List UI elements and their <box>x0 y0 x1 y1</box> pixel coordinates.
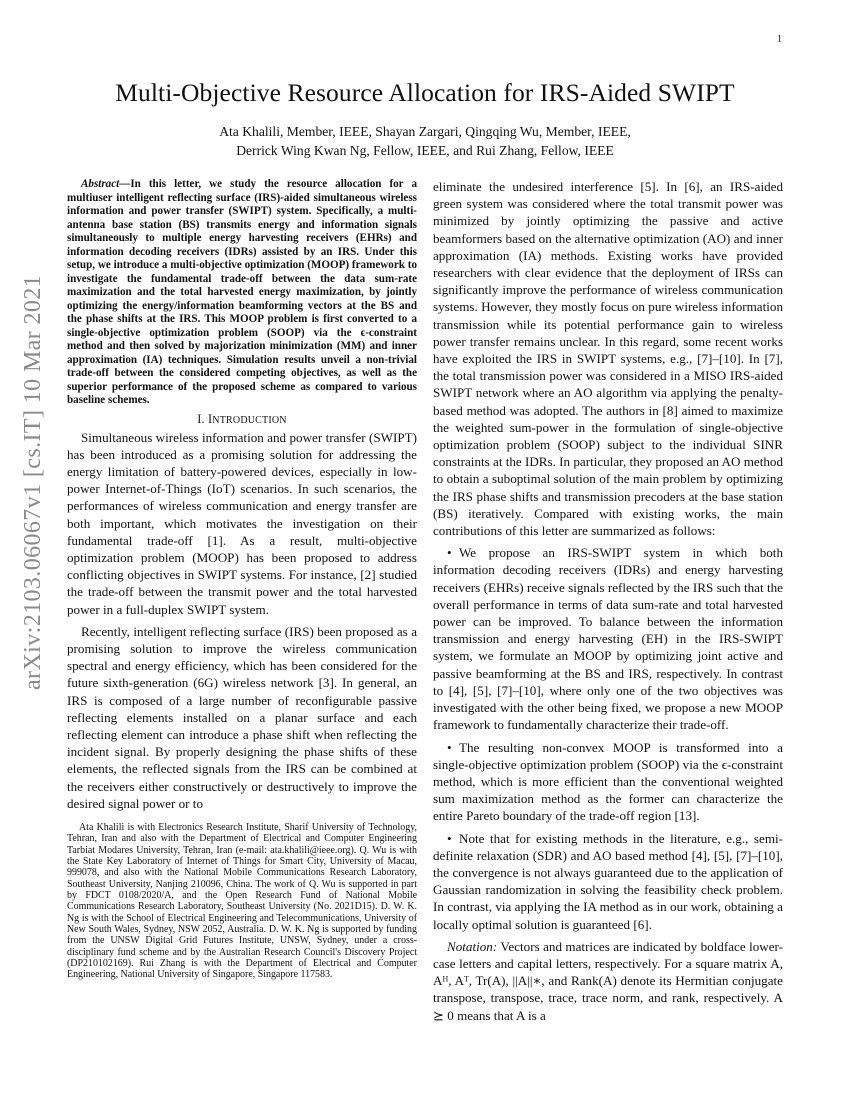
section-title-rest: NTRODUCTION <box>212 414 287 426</box>
intro-paragraph-2: Recently, intelligent reflecting surface (IRS) been proposed as a promising solution to improve the wireless communication spectral and energy efficiency, which has been considered for the future sixth-generation (6G) wireless network [3]. In general, an IRS is composed of a large number of reconfigurable passive reflecting elements installed on a planar surface and each reflecting element can introduce a phase shift when reflecting the incident signal. By properly designing the phase shifts of these elements, the reflected signals from the IRS can be combined at the receivers either constructively or destructively to improve the desired signal power or to <box>67 623 417 811</box>
bullet-icon: • <box>447 739 452 755</box>
contribution-bullet-2: • The resulting non-convex MOOP is transformed into a single-objective optimization problem (SOOP) via the ϵ-constraint method, which is more efficient than the conventional weighted sum maximization method as the former can characterize the entire Pareto boundary of the trade-off region [13]. <box>433 739 783 824</box>
notation-label: Notation: <box>447 938 498 954</box>
paper-title: Multi-Objective Resource Allocation for IRS-Aided SWIPT <box>115 78 735 107</box>
contribution-bullet-1: • We propose an IRS-SWIPT system in which both information decoding receivers (IDRs) and energy harvesting receivers (EHRs) receive signals reflected by the IRS such that the overall performance in terms of data sum-rate and total harvested power can be improved. To balance between the information transmission and energy harvesting (EH) in the IRS-SWIPT system, we formulate an MOOP by optimizing joint active and passive beamforming at the BS and IRS, respectively. In contrast to [4], [5], [7]–[10], where only one of the two objectives was investigated with the other being fixed, we propose a new MOOP framework to fundamentally characterize their trade-off. <box>433 545 783 733</box>
section-numeral: I. I <box>197 411 213 426</box>
bullet-icon: • <box>447 545 452 561</box>
author-line-2: Derrick Wing Kwan Ng, Fellow, IEEE, and Rui Zhang, Fellow, IEEE <box>236 143 614 158</box>
abstract <box>67 178 417 408</box>
intro-paragraph-continued: eliminate the undesired interference [5]. In [6], an IRS-aided green system was considered where the total transmit power was minimized by jointly optimizing the passive and active beamformers based on the alternative optimization (AO) and inner approximation (IA) methods. Existing works have provided researchers with clear evidence that the deployment of IRSs can significantly improve the performance of wireless communication systems. However, they mostly focus on pure wireless information transmission while its potential performance gain to wireless power transfer remains unclear. In this regard, some recent works have exploited the IRS in SWIPT systems, e.g., [7]–[10]. In [7], the total transmission power was considered in a MISO IRS-aided SWIPT network where an AO algorithm via applying the penalty-based method was adopted. The authors in [8] aimed to maximize the weighted sum-power in the formulation of single-objective optimization problem (SOOP) subject to the individual SINR constraints at the IDRs. In particular, they proposed an AO method to obtain a suboptimal solution of the main problem by optimizing the IRS phase shifts and transmission precoders at the base station (BS) iteratively. Compared with existing works, the main contributions of this letter are summarized as follows: <box>433 179 784 539</box>
abstract-label: Abstract <box>81 178 120 190</box>
contribution-bullet-3: • Note that for existing methods in the literature, e.g., semi-definite relaxation (SDR) and AO based method [4], [5], [7]–[10], the convergence is not always guaranteed due to the application of Gaussian randomization in solving the feasibility check problem. In contrast, via applying the IA method as in our work, obtaining a locally optimal solution is guaranteed [6]. <box>433 830 783 932</box>
page-number: 1 <box>777 34 782 45</box>
bullet-icon: • <box>447 830 452 846</box>
section-heading-introduction <box>67 412 417 427</box>
left-column <box>67 178 417 981</box>
arxiv-side-stamp: arXiv:2103.06067v1 [cs.IT] 10 Mar 2021 <box>20 274 46 690</box>
right-column <box>433 178 783 1029</box>
author-list <box>0 122 850 160</box>
author-affiliation-footnote: Ata Khalili is with Electronics Research Institute, Sharif University of Technology, Tehran, Iran and also with the Department of Electrical and Computer Engineering Tarbiat Modares University, Tehran, Iran (e-mail: ata.khalili@ieee.org). Q. Wu is with the State Key Laboratory of Internet of Things for Smart City, University of Macau, 999078, and also with the National Mobile Communications Research Laboratory, Southeast University, Nanjing 210096, China. The work of Q. Wu is supported in part by FDCT 0108/2020/A, and the Open Research Fund of National Mobile Communications Research Laboratory, Southeast University (No. 2021D15). D. W. K. Ng is with the School of Electrical Engineering and Telecommunications, University of New South Wales, Sydney, NSW 2052, Australia. D. W. K. Ng is supported by funding from the UNSW Digital Grid Futures Institute, UNSW, Sydney, under a cross-disciplinary fund scheme and by the Australian Research Council's Discovery Project (DP210102169). Rui Zhang is with the Department of Electrical and Computer Engineering, National University of Singapore, Singapore 117583. <box>67 821 417 981</box>
author-line-1: Ata Khalili, Member, IEEE, Shayan Zargari, Qingqing Wu, Member, IEEE, <box>219 124 631 139</box>
intro-paragraph-1: Simultaneous wireless information and power transfer (SWIPT) has been introduced as a promising solution for addressing the energy limitation of battery-powered devices, especially in low-power Internet-of-Things (IoT) scenarios. In such scenarios, the performances of wireless communication and energy transfer are both important, which motivates the investigation on their fundamental trade-off [1]. As a result, multi-objective optimization problem (MOOP) has been proposed to address conflicting objectives in SWIPT systems. For instance, [2] studied the trade-off between the transmit power and the total harvested power in a full-duplex SWIPT system. <box>67 429 417 617</box>
notation-text: Vectors and matrices are indicated by boldface lower-case letters and capital letters, respectively. For a square matrix A, Aᴴ, Aᵀ, Tr(A), ||A||∗, and Rank(A) denote its Hermitian conjugate transpose, transpose, trace, trace norm, and rank, respectively. A ⪰ 0 means that A is a <box>433 938 783 1023</box>
notation-paragraph <box>433 938 783 1024</box>
abstract-text: —In this letter, we study the resource allocation for a multiuser intelligent reflecting surface (IRS)-aided simultaneous wireless information and power transfer (SWIPT) system. Specifically, a multi-antenna base station (BS) transmits energy and information signals simultaneously to multiple energy harvesting receivers (EHRs) and information decoding receivers (IDRs) assisted by an IRS. Under this setup, we introduce a multi-objective optimization (MOOP) framework to investigate the fundamental trade-off between the data sum-rate maximization and the total harvested energy maximization, by jointly optimizing the energy/information beamforming vectors at the BS and the phase shifts at the IRS. This MOOP problem is first converted to a single-objective optimization problem (SOOP) via the ϵ-constraint method and then solved by majorization minimization (MM) and inner approximation (IA) techniques. Simulation results unveil a non-trivial trade-off between the considered competing objectives, as well as the superior performance of the proposed scheme as compared to various baseline schemes. <box>67 178 417 406</box>
